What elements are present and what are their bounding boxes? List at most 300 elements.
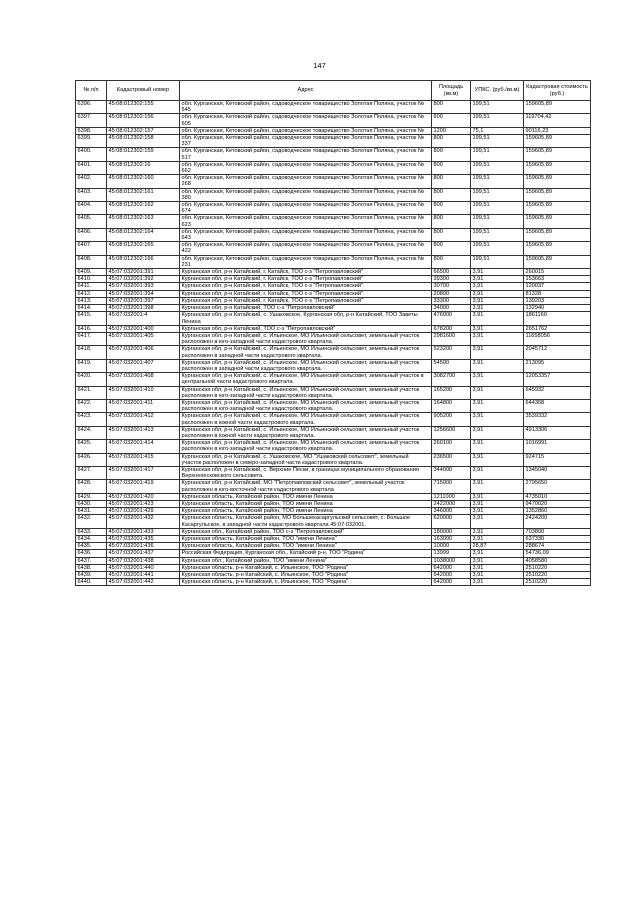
cell-cadastral: 45:07:032001:398 xyxy=(107,305,180,312)
cell-address: Курганская область, Катайский район, ТОО "имени Ленина" xyxy=(180,543,432,550)
cell-address: Курганская обл, р-н Катайский, с. Ушаковское, Курганская обл, р-н Катайский, ТОО Заветы Ленина xyxy=(180,312,432,325)
table-row xyxy=(76,305,591,312)
cell-area: 163000 xyxy=(432,536,471,543)
cell-num: 6397. xyxy=(76,114,107,127)
cell-upks: 3,91 xyxy=(471,399,524,412)
cell-num: 6427. xyxy=(76,466,107,479)
cell-num: 6414. xyxy=(76,305,107,312)
cell-num: 6413. xyxy=(76,297,107,304)
cell-area: 344000 xyxy=(432,466,471,479)
cell-cadastral: 45:07:032001:436 xyxy=(107,543,180,550)
cell-area: 20800 xyxy=(432,290,471,297)
table-row xyxy=(76,161,591,174)
cell-cost: 213095 xyxy=(524,359,591,372)
table-row xyxy=(76,269,591,276)
cell-cadastral: 45:07:032001:435 xyxy=(107,536,180,543)
cell-area: 600 xyxy=(432,114,471,127)
cell-upks: 3,91 xyxy=(471,276,524,283)
cell-num: 6423. xyxy=(76,413,107,426)
cell-cost: 645932 xyxy=(524,386,591,399)
cell-cadastral: 45:07:032001:429 xyxy=(107,508,180,515)
table-row xyxy=(76,276,591,283)
cell-upks: 3,91 xyxy=(471,579,524,586)
cell-upks: 199,51 xyxy=(471,135,524,148)
cell-cost: 90116,23 xyxy=(524,127,591,134)
cell-area: 476000 xyxy=(432,312,471,325)
header-upks: УПКС. (руб./кв.м) xyxy=(471,81,524,101)
cell-upks: 3,91 xyxy=(471,386,524,399)
cell-address: Курганская обл, р-н Катайский, г. Катайск, ТОО с-з "Петропавловский" xyxy=(180,269,432,276)
cell-cost: 159605,89 xyxy=(524,175,591,188)
cell-address: Курганская обл, р-н Катайский, с. Ильинское, МО Ильинский сельсовет, земельный участок расположен в южной части кадастрового квартала. xyxy=(180,413,432,426)
table-row xyxy=(76,135,591,148)
cell-area: 800 xyxy=(432,188,471,201)
cell-area: 715000 xyxy=(432,480,471,493)
cell-num: 6404. xyxy=(76,202,107,215)
cell-upks: 3,91 xyxy=(471,557,524,564)
cell-upks: 199,51 xyxy=(471,175,524,188)
cell-num: 6438. xyxy=(76,564,107,571)
table-row xyxy=(76,564,591,571)
table-row xyxy=(76,215,591,228)
cell-area: 800 xyxy=(432,255,471,268)
cell-upks: 199,51 xyxy=(471,242,524,255)
cell-address: Курганская обл, р-н Катайский, МО "Петропавловский сельсовет", земельный участок расположен в юго-восточной части кадастрового квартала xyxy=(180,480,432,493)
cell-upks: 3,91 xyxy=(471,426,524,439)
cell-cadastral: 45:07:032001:438 xyxy=(107,557,180,564)
cell-cadastral: 45:08:012302:165 xyxy=(107,242,180,255)
cell-address: Курганская обл., Катайский район, ТОО с-з "Петропавловский" xyxy=(180,528,432,535)
cell-cost: 159605,89 xyxy=(524,101,591,114)
cell-upks: 3,91 xyxy=(471,359,524,372)
cell-address: Курганская обл, р-н Катайский, г. Катайск, ТОО с-з "Петропавловский" xyxy=(180,297,432,304)
cell-cost: 1016991 xyxy=(524,440,591,453)
cell-cost: 644368 xyxy=(524,399,591,412)
cell-cost: 2045712 xyxy=(524,346,591,359)
cell-upks: 199,51 xyxy=(471,101,524,114)
cell-area: 800 xyxy=(432,101,471,114)
cell-address: Курганская область, Катайский район, ТОО имени Ленина xyxy=(180,500,432,507)
cell-cadastral: 45:07:032001:393 xyxy=(107,283,180,290)
cell-upks: 3,91 xyxy=(471,290,524,297)
cell-cost: 260015 xyxy=(524,269,591,276)
cell-cadastral: 45:08:012302:156 xyxy=(107,114,180,127)
cell-num: 6439. xyxy=(76,572,107,579)
table-row xyxy=(76,528,591,535)
cell-area: 2422000 xyxy=(432,500,471,507)
cell-cost: 1345040 xyxy=(524,466,591,479)
cell-cost: 12053357 xyxy=(524,373,591,386)
cell-cost: 159605,89 xyxy=(524,148,591,161)
cell-address: обл. Курганская, Кетовский район, садоводческое товарищество Золотая Поляна, участок № 517 xyxy=(180,148,432,161)
cell-area: 66500 xyxy=(432,269,471,276)
cell-area: 1211000 xyxy=(432,493,471,500)
cell-address: Курганская область, Катайский район, ТОО имени Ленина xyxy=(180,508,432,515)
table-row xyxy=(76,359,591,372)
cell-area: 2981600 xyxy=(432,332,471,345)
cell-address: Курганская обл, р-н Катайский, с. Ильинское, МО Ильинский сельсовет, земельный участок расположен в юго-западной части кадастрового квартала. xyxy=(180,386,432,399)
cell-address: Курганская область, р-н Катайский, с. Ильинское, ТОО "Родина" xyxy=(180,564,432,571)
cell-cadastral: 45:08:012302:159 xyxy=(107,148,180,161)
cell-area: 33300 xyxy=(432,297,471,304)
cell-address: обл. Курганская, Кетовский район, садоводческое товарищество Золотая Поляна, участок № 337 xyxy=(180,135,432,148)
cell-address: Курганская область, Катайский район, ТОО "имени Ленина" xyxy=(180,536,432,543)
cell-num: 6434. xyxy=(76,536,107,543)
table-row xyxy=(76,312,591,325)
cell-upks: 199,51 xyxy=(471,161,524,174)
cell-cadastral: 45:07:032001:442 xyxy=(107,579,180,586)
cell-cadastral: 45:08:012302:164 xyxy=(107,228,180,241)
cell-upks: 3,91 xyxy=(471,453,524,466)
cell-address: Курганская обл, р-н Катайский, с. Ильинское, МО Ильинский сельсовет, земельный участок в центральной части кадастрового квартала. xyxy=(180,373,432,386)
cell-num: 6422. xyxy=(76,399,107,412)
cell-num: 6396. xyxy=(76,101,107,114)
cell-num: 6436. xyxy=(76,550,107,557)
cell-area: 642000 xyxy=(432,579,471,586)
cell-cadastral: 45:08:012302:16 xyxy=(107,161,180,174)
cell-num: 6421. xyxy=(76,386,107,399)
cell-area: 236500 xyxy=(432,453,471,466)
table-row xyxy=(76,386,591,399)
cell-area: 1200 xyxy=(432,127,471,134)
table-header xyxy=(76,81,591,101)
cell-num: 6432. xyxy=(76,515,107,528)
cell-cadastral: 45:07:032001:440 xyxy=(107,564,180,571)
cell-cadastral: 45:07:032001:391 xyxy=(107,269,180,276)
cell-cost: 1352860 xyxy=(524,508,591,515)
cell-num: 6420. xyxy=(76,373,107,386)
cell-cost: 159605,89 xyxy=(524,135,591,148)
cell-num: 6426. xyxy=(76,453,107,466)
cell-cadastral: 45:07:032001:417 xyxy=(107,466,180,479)
table-row xyxy=(76,440,591,453)
cell-num: 6398. xyxy=(76,127,107,134)
cell-address: Курганская обл, р-н Катайский, ТОО с-з "Петропавловский" xyxy=(180,325,432,332)
cell-area: 642000 xyxy=(432,564,471,571)
cell-cadastral: 45:08:012302:155 xyxy=(107,101,180,114)
table-row xyxy=(76,426,591,439)
cell-num: 6412. xyxy=(76,290,107,297)
table-row xyxy=(76,453,591,466)
cell-address: Курганская обл, р-н Катайский, с. Верхние Пески, в границах муниципального образования Верхнепесковского сельсовета. xyxy=(180,466,432,479)
cell-cadastral: 45:08:012302:163 xyxy=(107,215,180,228)
table-row xyxy=(76,480,591,493)
cell-cost: 4735010 xyxy=(524,493,591,500)
cell-cadastral: 45:08:012302:160 xyxy=(107,175,180,188)
header-address: Адрес xyxy=(180,81,432,101)
table-row xyxy=(76,114,591,127)
cell-cadastral: 45:08:012302:162 xyxy=(107,202,180,215)
cell-address: обл. Курганская, Кетовский район, садоводческое товарищество Золотая Поляна, участок № 231 xyxy=(180,255,432,268)
table-row xyxy=(76,127,591,134)
table-row xyxy=(76,346,591,359)
cell-cadastral: 45:08:012302:157 xyxy=(107,127,180,134)
cell-upks: 3,91 xyxy=(471,515,524,528)
cell-upks: 3,91 xyxy=(471,536,524,543)
cell-address: обл. Курганская, Кетовский район, садоводческое товарищество Золотая Поляна, участок № 643 xyxy=(180,228,432,241)
table-row xyxy=(76,148,591,161)
cell-area: 678200 xyxy=(432,325,471,332)
cell-num: 6435. xyxy=(76,543,107,550)
table-row xyxy=(76,536,591,543)
cell-area: 905200 xyxy=(432,413,471,426)
cell-cadastral: 45:07:032001:407 xyxy=(107,359,180,372)
cell-upks: 3,91 xyxy=(471,346,524,359)
cell-address: Курганская обл, р-н Катайский, с. Ильинское, МО Ильинский сельсовет, земельный участок расположен в западной части кадастрового квартала. xyxy=(180,346,432,359)
cell-cost: 288674 xyxy=(524,543,591,550)
cell-area: 620000 xyxy=(432,515,471,528)
cell-address: Курганская обл, р-н Катайский, г. Катайск, ТОО с-з "Петропавловский" xyxy=(180,276,432,283)
cell-address: Курганская обл, р-н Катайский, с. Ильинское, МО Ильинский сельсовет, земельный участок расположен в южной части кадастрового квартала. xyxy=(180,426,432,439)
cell-num: 6418. xyxy=(76,346,107,359)
cell-upks: 199,51 xyxy=(471,215,524,228)
cell-upks: 3,91 xyxy=(471,480,524,493)
table-row xyxy=(76,515,591,528)
cell-area: 800 xyxy=(432,148,471,161)
cell-num: 6408. xyxy=(76,255,107,268)
cell-cadastral: 45:07:032001:410 xyxy=(107,386,180,399)
cell-cadastral: 45:07:032001:420 xyxy=(107,493,180,500)
cell-upks: 3,91 xyxy=(471,500,524,507)
cell-upks: 3,91 xyxy=(471,493,524,500)
cell-area: 34000 xyxy=(432,305,471,312)
cell-cost: 2510220 xyxy=(524,572,591,579)
cell-cost: 159605,89 xyxy=(524,255,591,268)
cell-num: 6399. xyxy=(76,135,107,148)
cell-area: 54500 xyxy=(432,359,471,372)
cell-cost: 9470020 xyxy=(524,500,591,507)
table-row xyxy=(76,202,591,215)
table-row xyxy=(76,500,591,507)
cell-num: 6440. xyxy=(76,579,107,586)
cell-area: 180000 xyxy=(432,528,471,535)
cell-num: 6406. xyxy=(76,228,107,241)
cell-cadastral: 45:07:032001:392 xyxy=(107,276,180,283)
cell-cost: 2510220 xyxy=(524,579,591,586)
cell-cost: 2795650 xyxy=(524,480,591,493)
cell-upks: 3,91 xyxy=(471,550,524,557)
cell-cadastral: 45:07:032001:432 xyxy=(107,515,180,528)
cell-upks: 199,51 xyxy=(471,114,524,127)
cell-cost: 2424200 xyxy=(524,515,591,528)
cell-cadastral: 45:07:032001:419 xyxy=(107,480,180,493)
table-row xyxy=(76,373,591,386)
cell-num: 6431. xyxy=(76,508,107,515)
cell-cadastral: 45:07:032001:4 xyxy=(107,312,180,325)
cell-upks: 3,91 xyxy=(471,283,524,290)
cell-address: обл. Курганская, Кетовский район, садоводческое товарищество Золотая Поляна, участок № 422 xyxy=(180,242,432,255)
header-cost: Кадастровая стоимость (руб.) xyxy=(524,81,591,101)
cell-upks: 3,91 xyxy=(471,466,524,479)
cell-area: 13999 xyxy=(432,550,471,557)
cell-cadastral: 45:07:032001:412 xyxy=(107,413,180,426)
cell-upks: 3,91 xyxy=(471,325,524,332)
cell-num: 6402. xyxy=(76,175,107,188)
header-num: № п/п xyxy=(76,81,107,101)
cell-cadastral: 45:07:032001:437 xyxy=(107,550,180,557)
cell-upks: 75,1 xyxy=(471,127,524,134)
cell-num: 6430. xyxy=(76,500,107,507)
cell-area: 164800 xyxy=(432,399,471,412)
cell-address: Курганская обл, р-н Катайский, с. Ильинское, МО Ильинский сельсовет, земельный участок расположен в юго-западной части кадастрового квартала. xyxy=(180,440,432,453)
cell-cost: 159605,89 xyxy=(524,228,591,241)
cell-upks: 3,91 xyxy=(471,297,524,304)
cell-address: Курганская область, Катайский район, МО Большекасаргульский сельсовет, с. Большое Касаргульское, в западной части кадастрового квартала 45:07:032001. xyxy=(180,515,432,528)
cell-cadastral: 45:07:032001:405 xyxy=(107,332,180,345)
cell-cost: 132940 xyxy=(524,305,591,312)
cell-cadastral: 45:07:032001:411 xyxy=(107,399,180,412)
cell-cost: 130203 xyxy=(524,297,591,304)
cell-upks: 3,91 xyxy=(471,508,524,515)
cell-upks: 3,91 xyxy=(471,305,524,312)
table-row xyxy=(76,325,591,332)
cell-cadastral: 45:08:012302:161 xyxy=(107,188,180,201)
cell-address: обл. Курганская, Кетовский район, садоводческое товарищество Золотая Поляна, участок № 605 xyxy=(180,114,432,127)
cell-upks: 199,51 xyxy=(471,202,524,215)
cadastral-table xyxy=(75,80,591,586)
cell-num: 6437. xyxy=(76,557,107,564)
cell-cost: 120037 xyxy=(524,283,591,290)
cell-area: 165200 xyxy=(432,386,471,399)
cell-address: обл. Курганская, Кетовский район, садоводческое товарищество Золотая Поляна, участок № 380 xyxy=(180,188,432,201)
cell-upks: 3,91 xyxy=(471,564,524,571)
page-number: 147 xyxy=(313,61,326,70)
cell-cadastral: 45:07:032001:400 xyxy=(107,325,180,332)
cell-cadastral: 45:07:032001:413 xyxy=(107,426,180,439)
cell-area: 642000 xyxy=(432,572,471,579)
cell-upks: 28,87 xyxy=(471,543,524,550)
table-row xyxy=(76,297,591,304)
cell-cost: 924715 xyxy=(524,453,591,466)
cell-cadastral: 45:07:032001:408 xyxy=(107,373,180,386)
table-row xyxy=(76,332,591,345)
cell-area: 1038000 xyxy=(432,557,471,564)
cell-upks: 199,51 xyxy=(471,228,524,241)
cell-address: Курганская обл, р-н Катайский, с. Ушаковское, МО "Ушаковский сельсовет", земельный участок расположен в северо-западной части кадастрового квартала. xyxy=(180,453,432,466)
cell-num: 6411. xyxy=(76,283,107,290)
cell-area: 800 xyxy=(432,161,471,174)
cell-num: 6416. xyxy=(76,325,107,332)
cell-num: 6410. xyxy=(76,276,107,283)
table-row xyxy=(76,175,591,188)
cell-cadastral: 45:07:032001:397 xyxy=(107,297,180,304)
cell-address: Курганская обл, р-н Катайский, г. Катайск, ТОО с-з "Петропавловский" xyxy=(180,283,432,290)
table-row xyxy=(76,228,591,241)
cell-cadastral: 45:07:032001:415 xyxy=(107,453,180,466)
table-body xyxy=(76,101,591,586)
cell-cadastral: 45:08:012302:158 xyxy=(107,135,180,148)
table-row xyxy=(76,557,591,564)
cell-upks: 3,91 xyxy=(471,269,524,276)
cell-address: обл. Курганская, Кетовский район, садоводческое товарищество Золотая Поляна, участок № 662 xyxy=(180,161,432,174)
cell-cost: 159605,89 xyxy=(524,161,591,174)
cell-num: 6401. xyxy=(76,161,107,174)
table-row xyxy=(76,572,591,579)
cell-address: Курганская обл, р-н Катайский, с. Ильинское, МО Ильинский сельсовет, земельный участок расположен в западной части кадастрового квартала. xyxy=(180,359,432,372)
cell-area: 1256600 xyxy=(432,426,471,439)
table-row xyxy=(76,101,591,114)
cell-address: Курганская обл, р-н Катайский, с. Ильинское, МО Ильинский сельсовет, земельный участок расположен в юго-западной части кадастрового квартала. xyxy=(180,332,432,345)
cell-num: 6424. xyxy=(76,426,107,439)
cell-num: 6417. xyxy=(76,332,107,345)
cell-cost: 4913306 xyxy=(524,426,591,439)
table-row xyxy=(76,188,591,201)
cell-num: 6428. xyxy=(76,480,107,493)
cell-upks: 3,91 xyxy=(471,373,524,386)
cell-cost: 81328 xyxy=(524,290,591,297)
table-row xyxy=(76,579,591,586)
cell-num: 6433. xyxy=(76,528,107,535)
cell-address: обл. Курганская, Кетовский район, садоводческое товарищество Золотая Поляна, участок № 623 xyxy=(180,215,432,228)
table-row xyxy=(76,508,591,515)
cell-num: 6405. xyxy=(76,215,107,228)
table-row xyxy=(76,290,591,297)
cell-cadastral: 45:07:032001:441 xyxy=(107,572,180,579)
cell-address: Курганская обл., Катайский район, ТОО "имени Ленина" xyxy=(180,557,432,564)
header-area: Площадь (кв.м) xyxy=(432,81,471,101)
cell-cost: 4058580 xyxy=(524,557,591,564)
cell-area: 30700 xyxy=(432,283,471,290)
cell-cost: 1861160 xyxy=(524,312,591,325)
cell-cost: 119704,42 xyxy=(524,114,591,127)
cell-address: обл. Курганская, Кетовский район, садоводческое товарищество Золотая Поляна, участок № 674 xyxy=(180,202,432,215)
table-row xyxy=(76,550,591,557)
table-row xyxy=(76,466,591,479)
cell-cost: 637330 xyxy=(524,536,591,543)
cell-cost: 159605,89 xyxy=(524,215,591,228)
table-row xyxy=(76,255,591,268)
cell-upks: 3,91 xyxy=(471,413,524,426)
cell-upks: 3,91 xyxy=(471,572,524,579)
cell-num: 6403. xyxy=(76,188,107,201)
cell-num: 6419. xyxy=(76,359,107,372)
cell-area: 800 xyxy=(432,228,471,241)
cell-area: 800 xyxy=(432,215,471,228)
cell-cost: 54736,09 xyxy=(524,550,591,557)
cell-cadastral: 45:07:032001:433 xyxy=(107,528,180,535)
cell-upks: 199,51 xyxy=(471,255,524,268)
cell-upks: 3,91 xyxy=(471,312,524,325)
cell-area: 800 xyxy=(432,135,471,148)
cell-area: 800 xyxy=(432,202,471,215)
cell-area: 800 xyxy=(432,175,471,188)
cell-area: 346000 xyxy=(432,508,471,515)
cell-address: Курганская область, Катайский район, ТОО имени Ленина xyxy=(180,493,432,500)
cell-cost: 11658056 xyxy=(524,332,591,345)
cell-cost: 2651762 xyxy=(524,325,591,332)
cell-area: 523200 xyxy=(432,346,471,359)
cell-area: 10000 xyxy=(432,543,471,550)
cell-address: обл. Курганская, Кетовский район, садоводческое товарищество Золотая Поляна, участок № xyxy=(180,127,432,134)
cell-address: Курганская область, р-н Катайский, с. Ильинское, ТОО "Родина" xyxy=(180,572,432,579)
cell-address: Курганская область, р-н Катайский, с. Ильинское, ТОО "Родина" xyxy=(180,579,432,586)
cell-address: обл. Курганская, Кетовский район, садоводческое товарищество Золотая Поляна, участок № 268 xyxy=(180,175,432,188)
cell-area: 800 xyxy=(432,242,471,255)
cell-num: 6407. xyxy=(76,242,107,255)
table-row xyxy=(76,413,591,426)
cell-upks: 3,91 xyxy=(471,332,524,345)
cell-cost: 159605,89 xyxy=(524,242,591,255)
table-row xyxy=(76,493,591,500)
table-row xyxy=(76,543,591,550)
cell-cadastral: 45:07:032001:406 xyxy=(107,346,180,359)
cell-cadastral: 45:07:032001:414 xyxy=(107,440,180,453)
cell-upks: 199,51 xyxy=(471,188,524,201)
cell-num: 6415. xyxy=(76,312,107,325)
cell-num: 6429. xyxy=(76,493,107,500)
cell-cost: 159605,89 xyxy=(524,188,591,201)
cell-num: 6425. xyxy=(76,440,107,453)
